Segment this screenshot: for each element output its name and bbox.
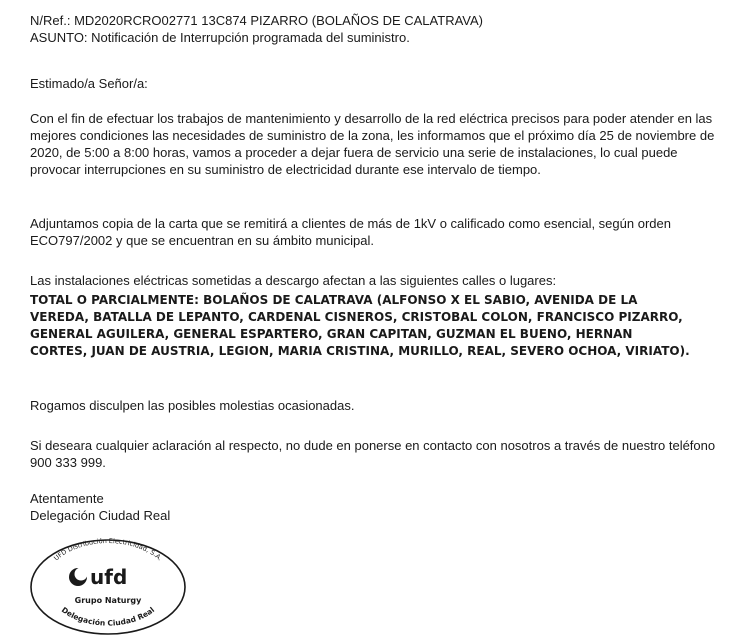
- paragraph-attachment: Adjuntamos copia de la carta que se remitirá a clientes de más de 1kV o calificado como esencial, según orden ECO797/2002 y que se encuentran en su ámbito municipal.: [30, 216, 671, 248]
- ufd-logo-icon: [69, 568, 88, 587]
- reference-line: N/Ref.: MD2020RCRO02771 13C874 PIZARRO (BOLAÑOS DE CALATRAVA): [30, 13, 483, 28]
- ufd-stamp: [28, 537, 188, 637]
- paragraph-affected-intro: Las instalaciones eléctricas sometidas a descargo afectan a las siguientes calles o lugares:: [30, 273, 557, 288]
- stamp-bottom-text: Delegación Ciudad Real: [59, 605, 157, 628]
- stamp-group: Grupo Naturgy: [74, 596, 142, 605]
- affected-streets-list: TOTAL O PARCIALMENTE: BOLAÑOS DE CALATRAVA (ALFONSO X EL SABIO, AVENIDA DE LA VEREDA, BATALLA DE LEPANTO, CARDENAL CISNEROS, CRISTOBAL COLON, FRANCISCO PIZARRO, GENERAL AGUILERA, GENERAL ESPARTERO, GRAN CAPITAN, GUZMAN EL BUENO, HERNAN CORTES, JUAN DE AUSTRIA, LEGION, MARIA CRISTINA, MURILLO, REAL, SEVERO OCHOA, VIRIATO).: [30, 293, 690, 358]
- greeting: Estimado/a Señor/a:: [30, 76, 148, 91]
- office-name: Delegación Ciudad Real: [30, 508, 171, 523]
- paragraph-notice: Con el fin de efectuar los trabajos de mantenimiento y desarrollo de la red eléctrica precisos para poder atender en las mejores condiciones las necesidades de suministro de la zona, les informamos que el próximo día 25 de noviembre de 2020, de 5:00 a 8:00 horas, vamos a proceder a dejar fuera de servicio una serie de instalaciones, lo cual puede provocar interrupciones en su suministro de electricidad durante ese intervalo de tiempo.: [30, 111, 715, 177]
- stamp-top-text: UFD Distribución Electricidad, S.A.: [52, 537, 164, 563]
- paragraph-contact: Si deseara cualquier aclaración al respecto, no dude en ponerse en contacto con nosotros a través de nuestro teléfono 900 333 999.: [30, 438, 716, 470]
- subject-line: ASUNTO: Notificación de Interrupción programada del suministro.: [30, 30, 410, 45]
- paragraph-apology: Rogamos disculpen las posibles molestias ocasionadas.: [30, 398, 355, 413]
- signature-block: [30, 490, 720, 524]
- letter-header: [30, 12, 720, 46]
- closing-text: Atentamente: [30, 491, 104, 506]
- stamp-brand: ufd: [90, 565, 128, 589]
